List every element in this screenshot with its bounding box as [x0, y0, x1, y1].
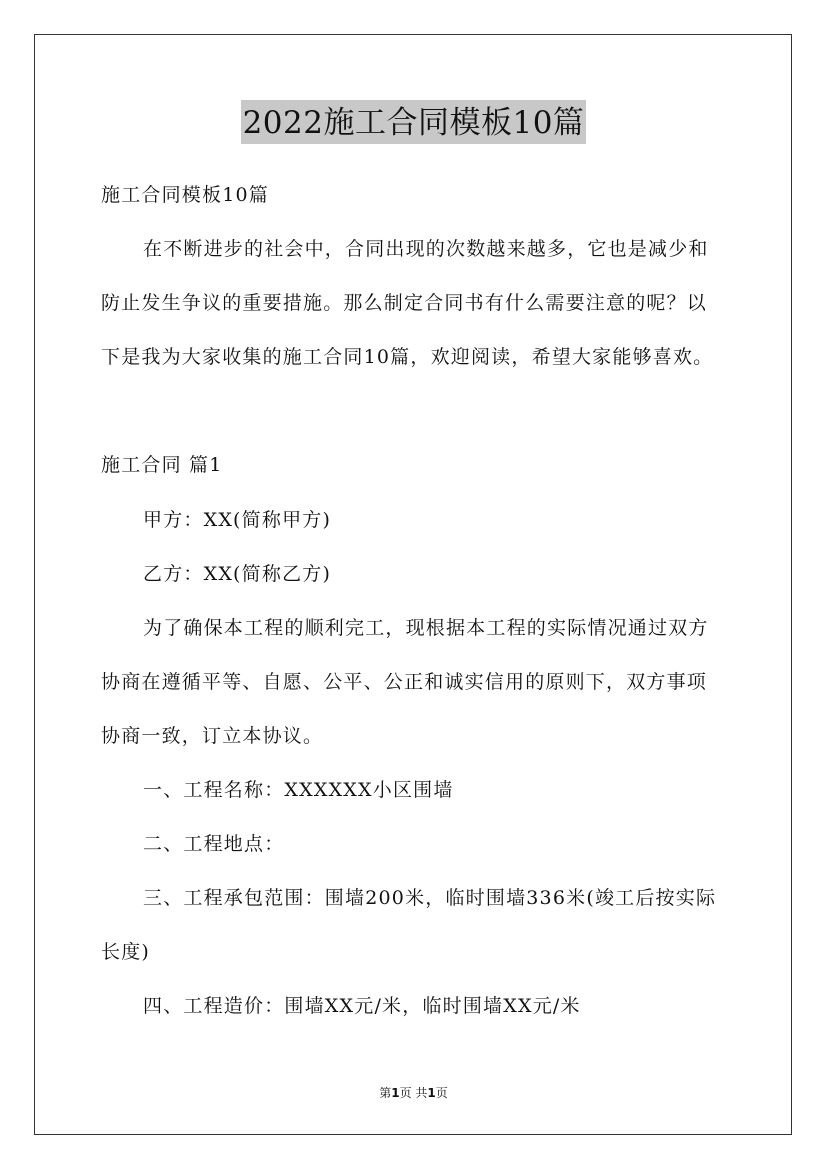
item-project-cost: 四、工程造价：围墙XX元/米，临时围墙XX元/米 — [143, 995, 581, 1017]
party-a: 甲方：XX(简称甲方) — [143, 509, 332, 531]
document-title: 2022施工合同模板10篇 — [241, 100, 587, 144]
footer-page-prefix: 第 — [379, 1086, 392, 1100]
item-project-name: 一、工程名称：XXXXXX小区围墙 — [143, 779, 454, 801]
section-heading: 施工合同 篇1 — [101, 454, 223, 476]
item-project-location: 二、工程地点： — [143, 833, 285, 855]
purpose-line-1: 为了确保本工程的顺利完工，现根据本工程的实际情况通过双方 — [143, 617, 709, 639]
intro-line-1: 在不断进步的社会中，合同出现的次数越来越多，它也是减少和 — [143, 238, 709, 260]
footer-page-mid: 页 共 — [399, 1086, 428, 1100]
footer-page-number: 1 — [391, 1086, 400, 1100]
purpose-line-2: 协商在遵循平等、自愿、公平、公正和诚实信用的原则下，双方事项 — [101, 671, 708, 693]
footer-total-pages: 1 — [427, 1086, 436, 1100]
intro-line-3: 下是我为大家收集的施工合同10篇，欢迎阅读，希望大家能够喜欢。 — [101, 346, 714, 368]
item-scope-line-2: 长度) — [101, 941, 151, 963]
purpose-line-3: 协商一致，订立本协议。 — [101, 725, 324, 747]
footer-page-suffix: 页 — [435, 1086, 448, 1100]
document-title-wrap — [0, 100, 827, 144]
item-scope-line-1: 三、工程承包范围：围墙200米，临时围墙336米(竣工后按实际 — [143, 887, 717, 909]
page-footer — [0, 1084, 827, 1101]
subtitle: 施工合同模板10篇 — [101, 184, 269, 206]
intro-line-2: 防止发生争议的重要措施。那么制定合同书有什么需要注意的呢？以 — [101, 292, 708, 314]
party-b: 乙方：XX(简称乙方) — [143, 563, 332, 585]
